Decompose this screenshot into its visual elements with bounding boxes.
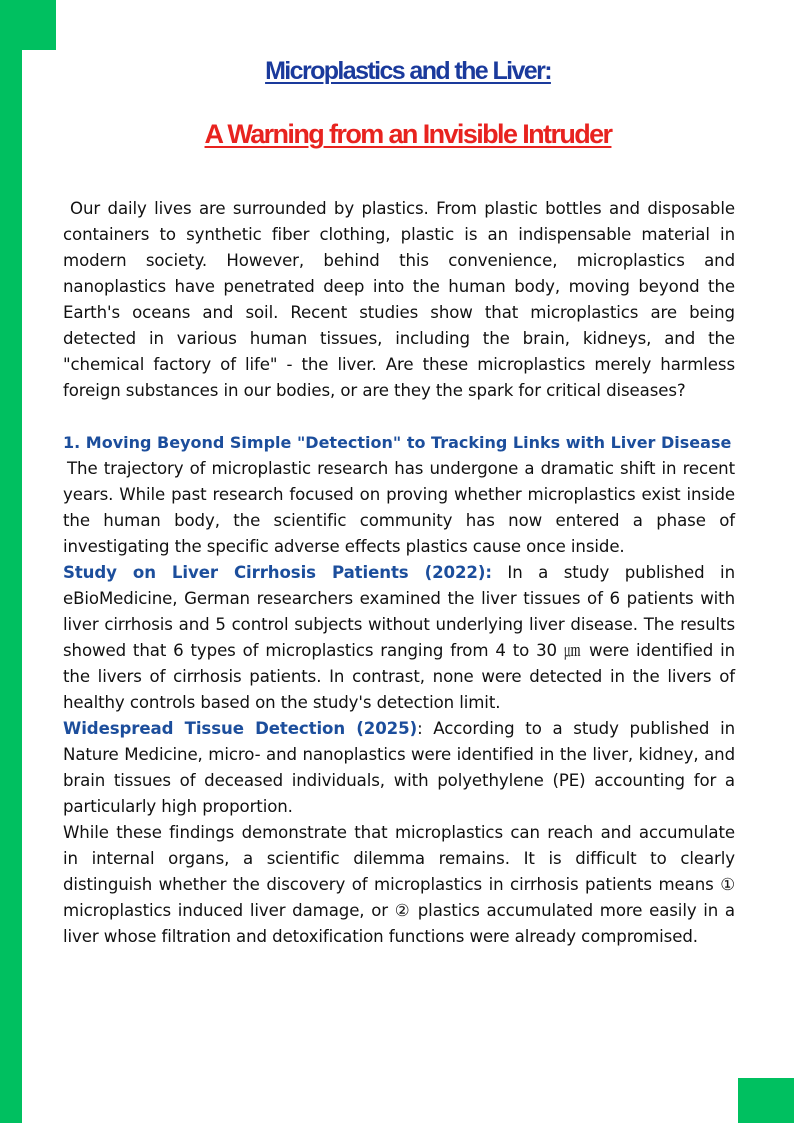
green-left-bar — [0, 0, 22, 1123]
study-cirrhosis — [63, 560, 735, 716]
study-tissue-text: : According to a study published in Nature Medicine, micro- and nanoplastics were identified in the liver, kidney, and brain tissues of deceased individuals, with polyethylene (PE) accounting for a particularly high proportion. — [63, 719, 736, 816]
section-paragraph: The trajectory of microplastic research has undergone a dramatic shift in recent years. While past research focused on proving whether microplastics exist inside the human body, the scientific community has now entered a phase of investigating the specific adverse effects plastics cause once inside. — [63, 459, 735, 556]
intro-paragraph: Our daily lives are surrounded by plastics. From plastic bottles and disposable containers to synthetic fiber clothing, plastic is an indispensable material in modern society. However, behind this convenience, microplastics and nanoplastics have penetrated deep into the human body, moving beyond the Earth's oceans and soil. Recent studies show that microplastics are being detected in various human tissues, including the brain, kidneys, and the "chemical factory of life" - the liver. Are these microplastics merely harmless foreign substances in our bodies, or are they the spark for critical diseases? — [63, 199, 735, 400]
green-bottom-right-block — [738, 1078, 794, 1123]
page-subtitle: A Warning from an Invisible Intruder — [204, 119, 612, 149]
article-body — [63, 196, 735, 950]
study-tissue-label: Widespread Tissue Detection (2025) — [63, 719, 418, 738]
spacer — [63, 404, 735, 430]
study-cirrhosis-text: In a study published in eBioMedicine, German researchers examined the liver tissues of 6 patients with liver cirrhosis and 5 control subjects without underlying liver disease. The results showed that 6 types of microplastics ranging from 4 to 30 ㎛ were identified in the livers of cirrhosis patients. In contrast, none were detected in the livers of healthy controls based on the study's detection limit. — [63, 563, 735, 712]
study-cirrhosis-label: Study on Liver Cirrhosis Patients (2022): — [63, 563, 492, 582]
section-heading: 1. Moving Beyond Simple "Detection" to Tracking Links with Liver Disease — [63, 433, 732, 452]
conclusion-paragraph: While these findings demonstrate that microplastics can reach and accumulate in internal organs, a scientific dilemma remains. It is difficult to clearly distinguish whether the discovery of microplastics in cirrhosis patients means ① microplastics induced liver damage, or ② plastics accumulated more easily in a liver whose filtration and detoxification functions were already compromised. — [63, 823, 735, 946]
page-title: Microplastics and the Liver: — [265, 57, 551, 85]
green-top-block — [0, 0, 56, 50]
study-tissue — [63, 716, 735, 820]
